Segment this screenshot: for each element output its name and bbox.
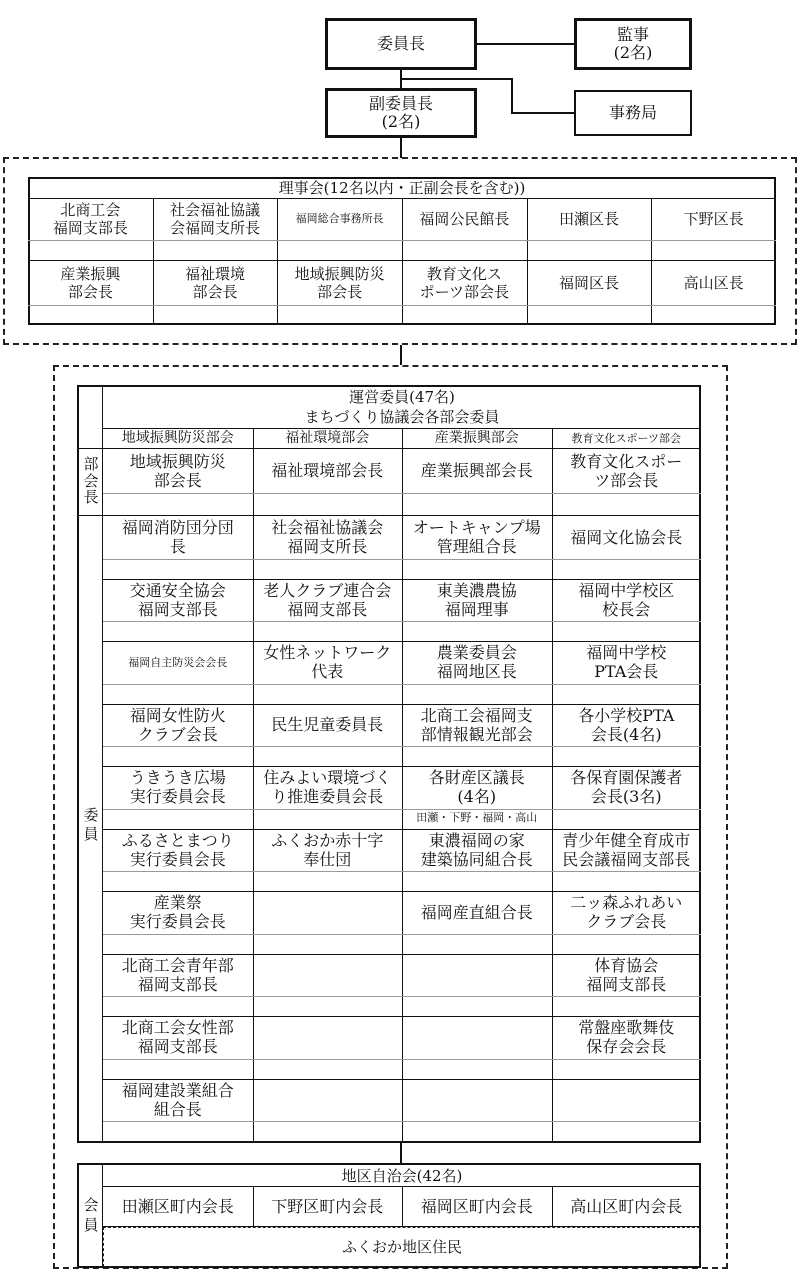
district-col-divider	[253, 1187, 254, 1227]
cell-text-line: 福岡理事	[444, 599, 509, 619]
board-cell-1-4	[402, 198, 527, 240]
cell-text-line: 保存会会長	[586, 1037, 667, 1057]
cell-text-line: 管理組合長	[436, 537, 517, 557]
head-cell-4	[552, 449, 702, 493]
member-cell-5-1	[103, 766, 253, 809]
member-cell-1-2	[253, 516, 403, 559]
cell-text-line: ポーツ部会長	[419, 282, 510, 301]
member-cell-1-4	[552, 516, 702, 559]
cell-text-line: 産業振興	[60, 264, 121, 283]
cell-text-line: うきうき広場	[129, 768, 226, 788]
cell-text-line: 福岡消防団分団	[121, 518, 234, 538]
column-header-text: 福祉環境部会	[285, 430, 370, 447]
cell-text-line: 組合長	[153, 1099, 202, 1119]
member-cell-4-2	[253, 704, 403, 747]
member-cell-4-1	[103, 704, 253, 747]
chair-label: 委員長	[376, 33, 425, 53]
auditor-title: 監事	[616, 24, 649, 44]
cell-text-line: 部会長	[153, 471, 202, 490]
district-item-2	[253, 1187, 403, 1226]
cell-text-line: 会福岡支所長	[169, 219, 260, 237]
cell-text-line: 福岡支所長	[287, 537, 368, 557]
cell-text-line: 各保育園保護者	[570, 768, 683, 788]
district-title: 地区自治会(42名)	[341, 1166, 463, 1185]
board-cell-2-5	[527, 260, 652, 305]
member-cell-6-2	[253, 829, 403, 872]
secretariat-label: 事務局	[608, 102, 657, 122]
cell-text-line: 福岡区長	[558, 273, 619, 292]
vice-chair-box	[325, 88, 477, 138]
member-gray-rule	[103, 1121, 701, 1122]
residents-label: ふくおか地区住民	[341, 1238, 462, 1256]
cell-text-line: 福岡産直組合長	[420, 902, 533, 922]
head-cell-2	[253, 449, 403, 493]
column-header-1	[103, 429, 253, 448]
member-cell-5-2	[253, 766, 403, 809]
board-gray-rule	[28, 305, 776, 306]
member-cell-5-3	[402, 766, 552, 809]
member-cell-6-1	[103, 829, 253, 872]
board-cell-2-1	[28, 260, 153, 305]
cell-text-line: 各小学校PTA	[578, 705, 675, 725]
member-cell-3-3	[402, 641, 552, 684]
cell-text-line: 福岡自主防災会会長	[128, 655, 228, 669]
cell-text-line: PTA会長	[594, 662, 659, 682]
cell-text-line: 部情報観光部会	[420, 724, 533, 744]
cell-text-line: 各財産区議長	[428, 768, 525, 788]
cell-text-line: 地域振興防災	[129, 451, 226, 471]
column-header-4	[552, 429, 702, 448]
column-header-2	[253, 429, 403, 448]
chair-box	[325, 18, 477, 70]
cell-text-line: 老人クラブ連合会	[263, 580, 392, 600]
cell-text-line: 住みよい環境づく	[263, 768, 392, 788]
zaisan-note	[402, 809, 552, 828]
secretariat-connector-h2	[511, 112, 574, 114]
member-gray-rule	[103, 996, 701, 997]
district-item-1	[103, 1187, 253, 1226]
cell-text-line: 北商工会女性部	[121, 1018, 234, 1038]
cell-text-line: 福岡女性防火	[129, 705, 226, 725]
head-cell-3	[402, 449, 552, 493]
board-cell-1-2	[153, 198, 278, 240]
cell-text-line: 校長会	[602, 599, 651, 619]
cell-text-line: ツ部会長	[594, 471, 659, 490]
member-gray-rule	[103, 559, 701, 560]
member-cell-7-3	[402, 891, 552, 934]
district-row-label: 会 員	[83, 1196, 99, 1234]
cell-text-line: 社会福祉協議	[169, 201, 260, 219]
board-cell-1-5	[527, 198, 652, 240]
head-gray-rule	[103, 493, 701, 494]
secretariat-connector-h1	[400, 78, 512, 80]
cell-text-line: 実行委員会長	[129, 787, 226, 807]
member-gray-rule	[103, 871, 701, 872]
district-col-divider	[552, 1187, 553, 1227]
district-item-3	[402, 1187, 552, 1226]
zaisan-note-text: 田瀬・下野・福岡・高山	[416, 811, 538, 825]
member-cell-2-3	[402, 579, 552, 622]
member-cell-2-4	[552, 579, 702, 622]
cell-text-line: 長	[169, 537, 186, 557]
member-cell-6-3	[402, 829, 552, 872]
cell-text-line: 北商工会福岡支	[420, 705, 533, 725]
head-row-label: 部 会 長	[83, 455, 99, 507]
district-col-divider	[402, 1187, 403, 1227]
board-title: 理事会(12名以内・正副会長を含む))	[278, 178, 526, 197]
member-gray-rule	[103, 746, 701, 747]
cell-text-line: 体育協会	[594, 955, 659, 975]
cell-text-line: 福岡中学校	[586, 643, 667, 663]
board-cell-2-4	[402, 260, 527, 305]
cell-text-line: 教育文化スポー	[570, 451, 683, 471]
chair-auditor-connector	[477, 43, 574, 45]
cell-text-line: 福岡文化協会長	[570, 527, 683, 547]
board-cell-1-6	[651, 198, 776, 240]
cell-text-line: 青少年健全育成市	[562, 830, 691, 850]
column-header-text: 地域振興防災部会	[121, 430, 234, 447]
vice-chair-title: 副委員長	[368, 93, 433, 113]
auditor-count: (2名)	[613, 43, 653, 62]
cell-text-line: 北商工会青年部	[121, 955, 234, 975]
cell-text-line: 民会議福岡支部長	[562, 849, 691, 869]
member-gray-rule	[103, 621, 701, 622]
cell-text-line: 会長(4名)	[590, 724, 662, 744]
member-cell-10-1	[103, 1079, 253, 1122]
cell-text-line: 二ッ森ふれあい	[570, 893, 683, 913]
cell-text-line: 福岡地区長	[436, 662, 517, 682]
cell-text-line: 福岡支部長	[586, 974, 667, 994]
cell-text-line: 福祉環境	[184, 264, 245, 283]
member-cell-5-4	[552, 766, 702, 809]
member-cell-9-1	[103, 1016, 253, 1059]
residents-dashed-box	[103, 1227, 700, 1267]
cell-text-line: り推進委員会長	[271, 787, 384, 807]
cell-text-line: 農業委員会	[436, 643, 517, 663]
cell-text-line: 女性ネットワーク	[263, 643, 392, 663]
vice-chair-count: (2名)	[381, 112, 421, 131]
cell-text-line: オートキャンプ場	[412, 518, 541, 538]
district-item-text: 高山区町内会長	[570, 1196, 683, 1216]
board-cell-1-3	[277, 198, 402, 240]
committee-subtitle: まちづくり協議会各部会委員	[304, 408, 500, 426]
cell-text-line: 高山区長	[683, 273, 744, 292]
member-row-label: 委 員	[83, 805, 99, 843]
cell-text-line: 部会長	[317, 282, 363, 301]
member-cell-8-1	[103, 954, 253, 997]
cell-text-line: 東美濃農協	[436, 580, 517, 600]
district-item-4	[552, 1187, 702, 1226]
member-cell-4-4	[552, 704, 702, 747]
vice-board-connector	[400, 138, 402, 158]
cell-text-line: 奉仕団	[303, 849, 352, 869]
cell-text-line: (4名)	[457, 787, 497, 807]
cell-text-line: 交通安全協会	[129, 580, 226, 600]
member-cell-9-4	[552, 1016, 702, 1059]
cell-text-line: 社会福祉協議会	[271, 518, 384, 538]
cell-text-line: 下野区長	[683, 210, 744, 228]
cell-text-line: 福岡支部長	[137, 599, 218, 619]
cell-text-line: 東濃福岡の家	[428, 830, 525, 850]
cell-text-line: 産業振興部会長	[420, 461, 533, 481]
cell-text-line: 実行委員会長	[129, 912, 226, 932]
cell-text-line: 民生児童委員長	[271, 715, 384, 735]
member-gray-rule	[103, 934, 701, 935]
cell-text-line: ふくおか赤十字	[271, 830, 384, 850]
cell-text-line: ふるさとまつり	[121, 830, 234, 850]
column-header-text: 教育文化スポーツ部会	[571, 431, 682, 445]
member-cell-1-1	[103, 516, 253, 559]
cell-text-line: 田瀬区長	[558, 210, 619, 228]
member-gray-rule	[103, 684, 701, 685]
cell-text-line: 建築協同組合長	[420, 849, 533, 869]
committee-district-connector	[400, 1143, 402, 1165]
member-gray-rule	[103, 1059, 701, 1060]
cell-text-line: 福岡中学校区	[578, 580, 675, 600]
cell-text-line: 福岡支部長	[137, 974, 218, 994]
member-cell-3-2	[253, 641, 403, 684]
cell-text-line: 福岡支部長	[52, 219, 128, 237]
member-cell-7-4	[552, 891, 702, 934]
secretariat-connector-v	[511, 78, 513, 114]
cell-text-line: 産業祭	[153, 893, 202, 913]
committee-title: 運営委員(47名)	[349, 387, 455, 406]
board-cell-2-6	[651, 260, 776, 305]
member-cell-4-3	[402, 704, 552, 747]
column-header-3	[402, 429, 552, 448]
member-cell-2-2	[253, 579, 403, 622]
district-item-text: 下野区町内会長	[271, 1196, 384, 1216]
head-cell-1	[103, 449, 253, 493]
cell-text-line: 会長(3名)	[590, 787, 662, 807]
member-cell-3-1	[103, 641, 253, 684]
cell-text-line: 常盤座歌舞伎	[578, 1018, 675, 1038]
cell-text-line: 地域振興防災	[294, 264, 385, 283]
board-gray-rule	[28, 240, 776, 241]
member-cell-1-3	[402, 516, 552, 559]
district-item-text: 福岡区町内会長	[420, 1196, 533, 1216]
cell-text-line: 福岡支部長	[287, 599, 368, 619]
cell-text-line: 福岡建設業組合	[121, 1080, 234, 1100]
cell-text-line: 北商工会	[60, 201, 121, 219]
column-header-text: 産業振興部会	[434, 430, 519, 447]
board-cell-1-1	[28, 198, 153, 240]
secretariat-box	[574, 90, 692, 136]
cell-text-line: 福岡公民館長	[419, 210, 510, 228]
board-cell-2-2	[153, 260, 278, 305]
cell-text-line: クラブ会長	[586, 912, 667, 932]
member-cell-3-4	[552, 641, 702, 684]
cell-text-line: 実行委員会長	[129, 849, 226, 869]
member-cell-6-4	[552, 829, 702, 872]
cell-text-line: 代表	[311, 662, 344, 682]
board-cell-2-3	[277, 260, 402, 305]
district-item-text: 田瀬区町内会長	[121, 1196, 234, 1216]
cell-text-line: 福岡支部長	[137, 1037, 218, 1057]
member-cell-8-4	[552, 954, 702, 997]
cell-text-line: 部会長	[67, 282, 113, 301]
cell-text-line: クラブ会長	[137, 724, 218, 744]
cell-text-line: 福祉環境部会長	[271, 461, 384, 481]
member-cell-7-1	[103, 891, 253, 934]
board-committee-connector	[400, 345, 402, 365]
cell-text-line: 部会長	[192, 282, 238, 301]
auditor-box	[574, 18, 692, 70]
member-cell-2-1	[103, 579, 253, 622]
cell-text-line: 福岡総合事務所長	[295, 212, 384, 226]
cell-text-line: 教育文化ス	[426, 264, 502, 283]
